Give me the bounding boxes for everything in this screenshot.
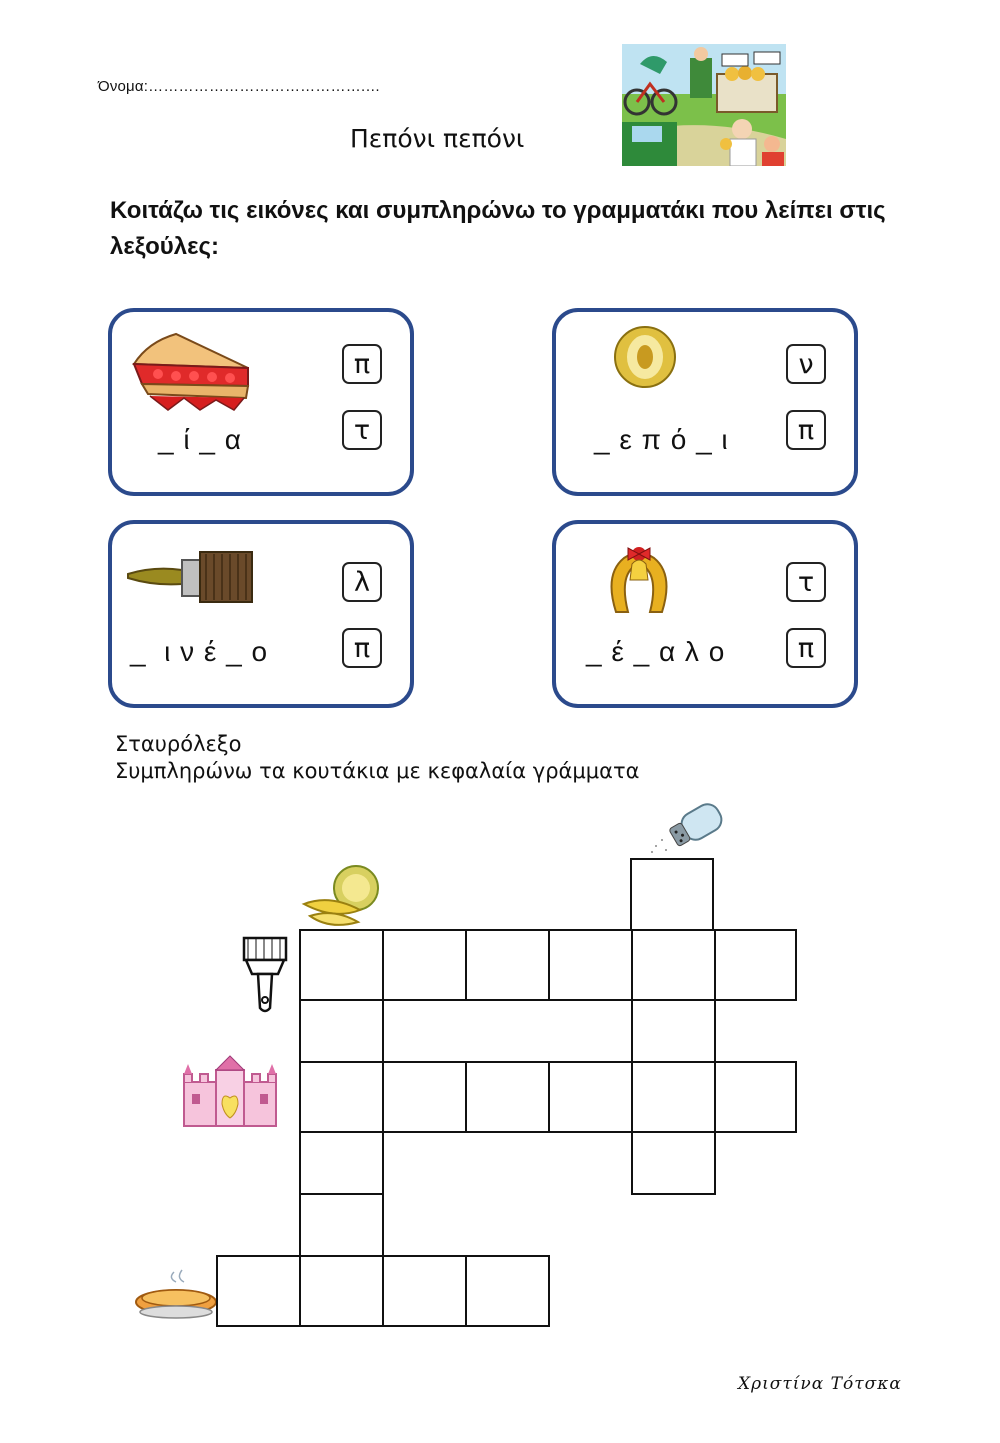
pie-icon [134, 1268, 218, 1325]
paintbrush-icon [240, 934, 290, 1023]
word-card-melon [552, 308, 858, 496]
horseshoe-icon [604, 544, 674, 621]
crossword-cell[interactable] [216, 1255, 301, 1327]
crossword-cell[interactable] [714, 1061, 797, 1133]
melon-icon [612, 324, 678, 395]
letter-option-2[interactable]: π [342, 628, 382, 668]
incomplete-word: _ ί _ α [158, 424, 242, 455]
crossword-cell[interactable] [631, 999, 716, 1063]
crossword-cell[interactable] [382, 929, 467, 1001]
crossword-cell[interactable] [299, 929, 384, 1001]
crossword-cell[interactable] [299, 1193, 384, 1257]
crossword-title: Σταυρόλεξο [115, 732, 242, 756]
letter-option-1[interactable]: τ [786, 562, 826, 602]
crossword-cell[interactable] [630, 858, 714, 932]
castle-icon [180, 1054, 280, 1133]
author-signature: Χριστίνα Τότσκα [738, 1374, 902, 1394]
incomplete-word: _ ι ν έ _ ο [130, 636, 269, 667]
instruction-text: Κοιτάζω τις εικόνες και συμπληρώνω το γραμματάκι που λείπει στις λεξούλες: [110, 197, 886, 260]
crossword-cell[interactable] [299, 1131, 384, 1195]
letter-option-1[interactable]: λ [342, 562, 382, 602]
paintbrush-icon [124, 546, 256, 611]
page-title: Πεπόνι πεπόνι [350, 124, 525, 153]
letter-option-1[interactable]: π [342, 344, 382, 384]
melon-slices-icon [300, 864, 390, 933]
crossword-cell[interactable] [714, 929, 797, 1001]
salt-shaker-icon [648, 800, 732, 861]
crossword-cell[interactable] [548, 1061, 633, 1133]
word-card-pie [108, 308, 414, 496]
letter-option-2[interactable]: π [786, 410, 826, 450]
crossword-cell[interactable] [299, 1255, 384, 1327]
crossword-cell[interactable] [382, 1061, 467, 1133]
crossword-cell[interactable] [465, 1061, 550, 1133]
crossword-cell[interactable] [631, 1131, 716, 1195]
market-scene-illustration [622, 44, 786, 166]
incomplete-word: _ ε π ό _ ι [594, 424, 729, 455]
letter-option-1[interactable]: ν [786, 344, 826, 384]
incomplete-word: _ έ _ α λ ο [586, 636, 726, 667]
crossword-cell[interactable] [631, 1061, 716, 1133]
crossword-cell[interactable] [548, 929, 633, 1001]
name-line[interactable]: Όνομα:…………………………………….… [98, 78, 381, 95]
letter-option-2[interactable]: τ [342, 410, 382, 450]
crossword-instructions: Συμπληρώνω τα κουτάκια με κεφαλαία γράμματα [115, 759, 640, 783]
crossword-cell[interactable] [299, 1061, 384, 1133]
word-card-horseshoe [552, 520, 858, 708]
crossword-cell[interactable] [299, 999, 384, 1063]
crossword-cell[interactable] [465, 929, 550, 1001]
pie-slice-icon [128, 324, 260, 419]
crossword-cell[interactable] [631, 929, 716, 1001]
letter-option-2[interactable]: π [786, 628, 826, 668]
crossword-cell[interactable] [465, 1255, 550, 1327]
crossword-cell[interactable] [382, 1255, 467, 1327]
word-card-brush [108, 520, 414, 708]
